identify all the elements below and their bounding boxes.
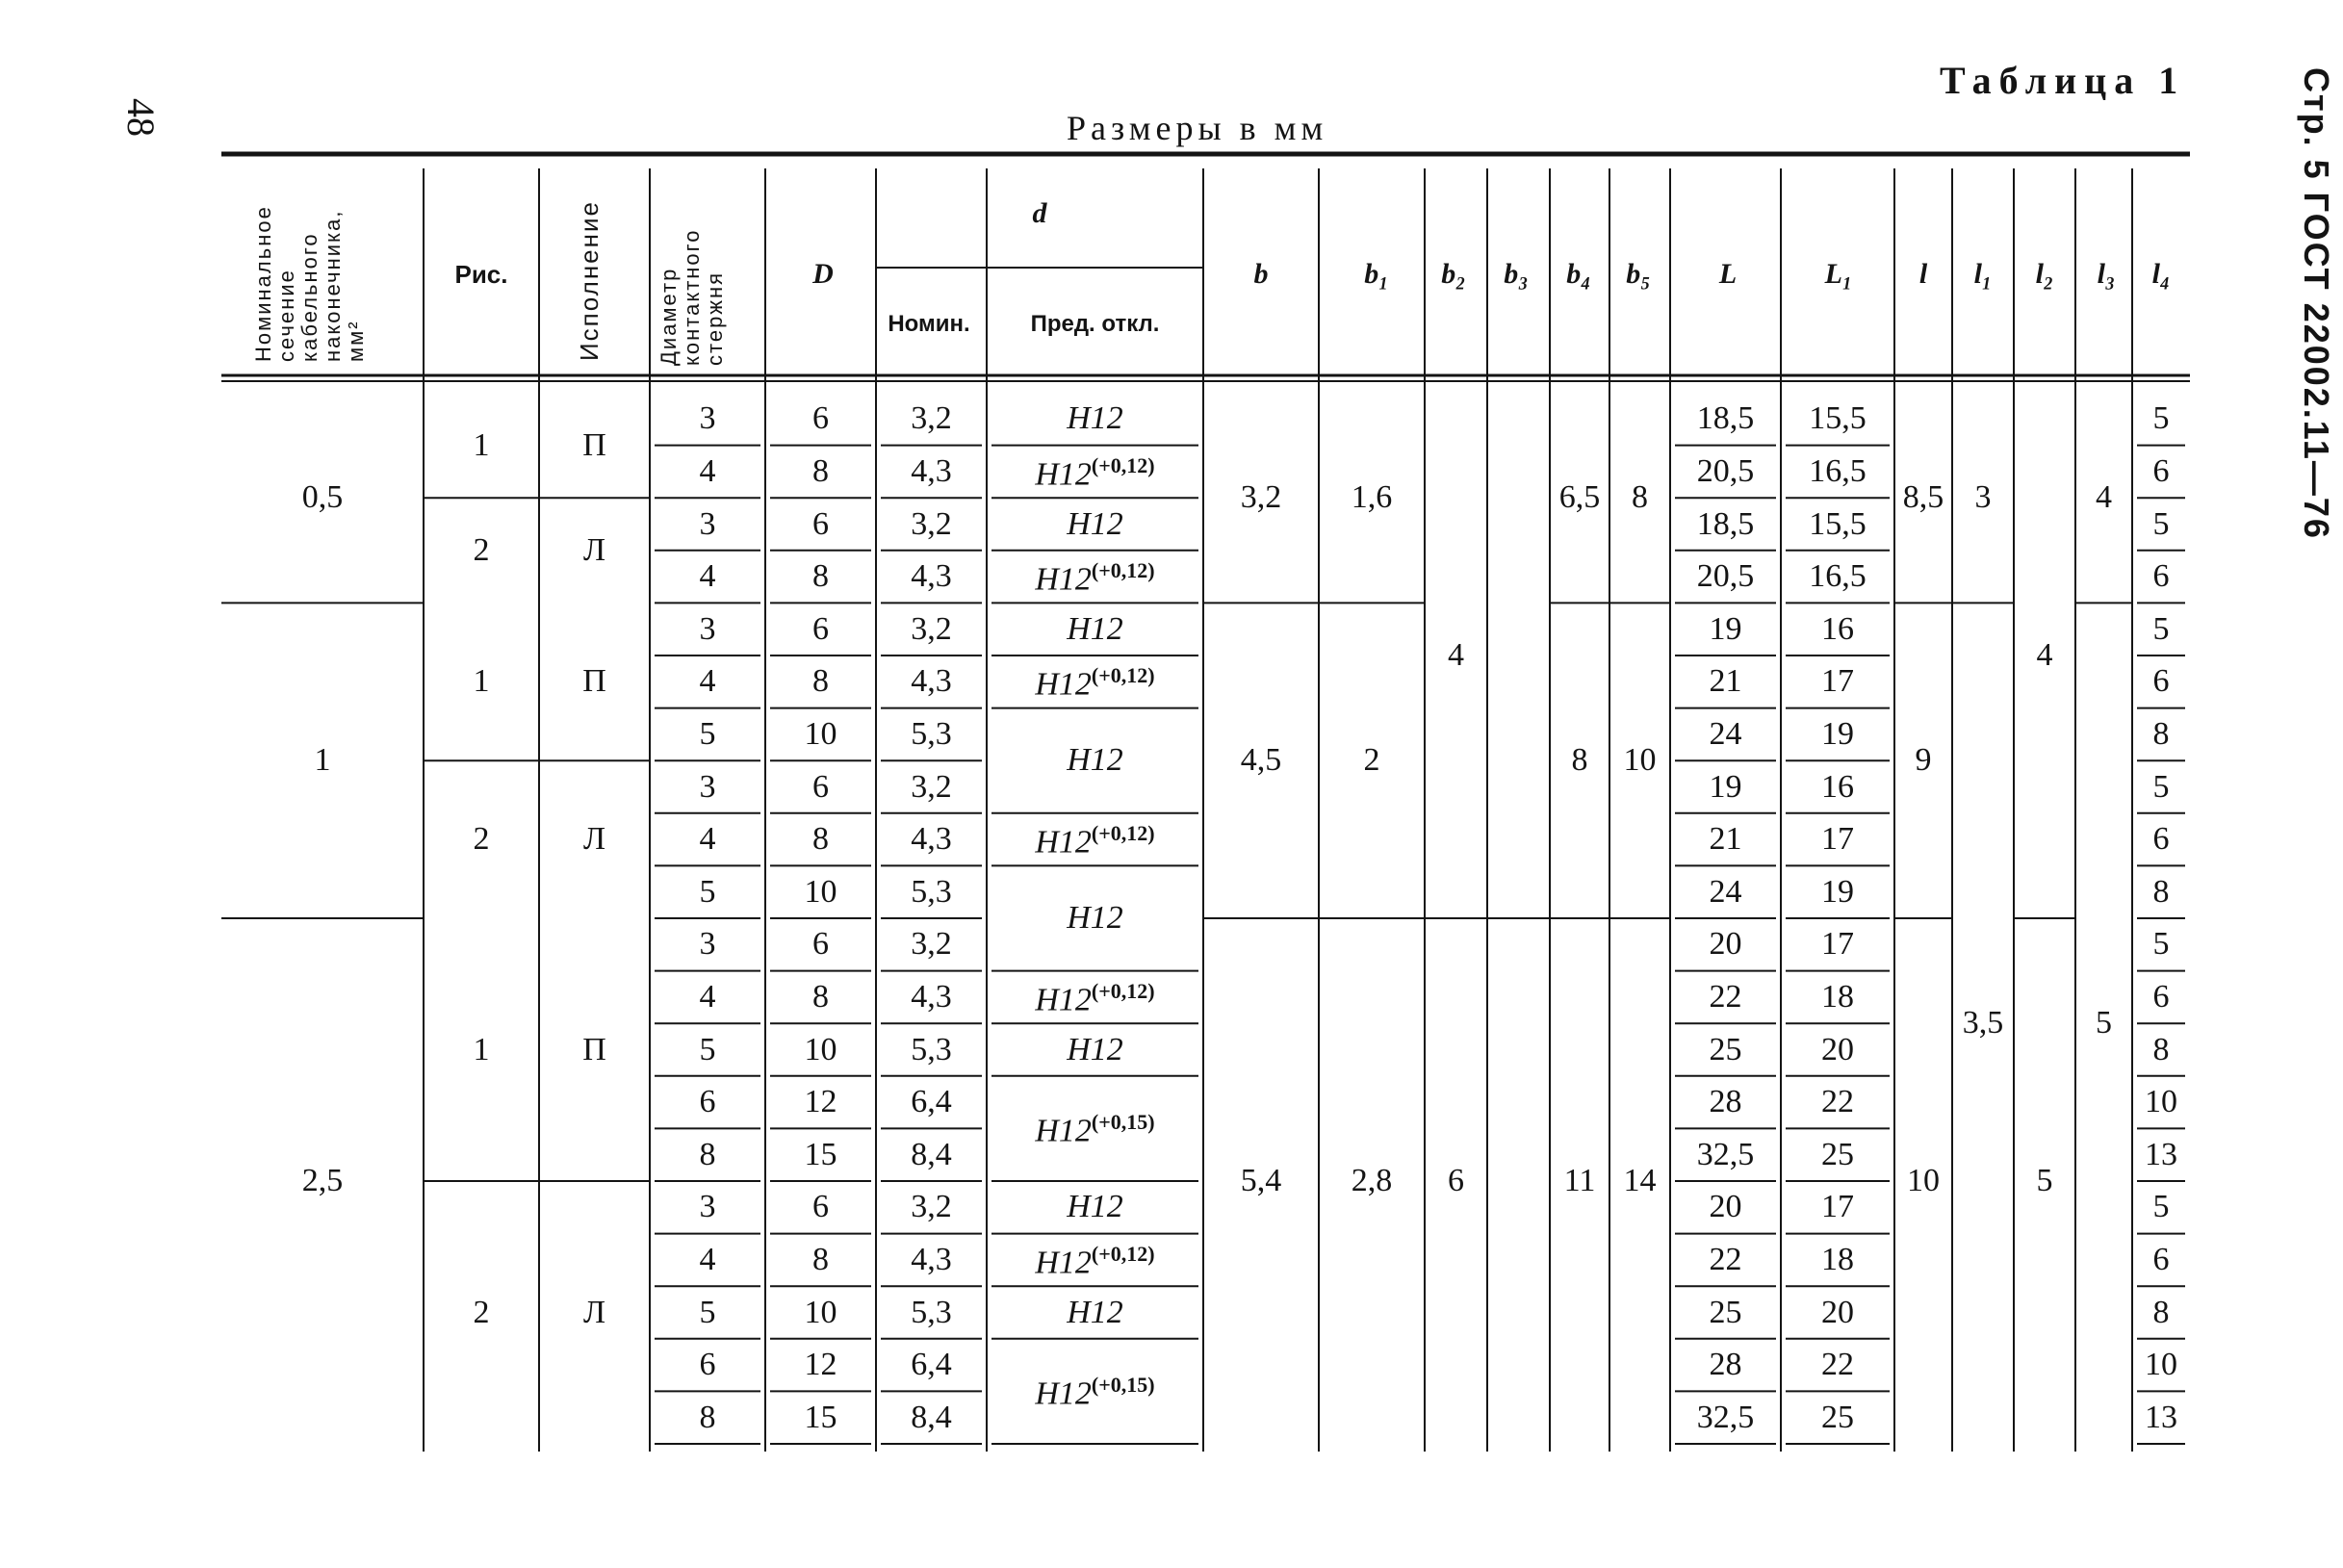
b1-merged-cell: 2,8 — [1351, 1163, 1393, 1198]
tolerance-cell: H12 — [1067, 400, 1123, 437]
variant-merged-cell: П — [582, 1031, 606, 1067]
D-cell: 15 — [804, 1399, 837, 1435]
d-nominal-cell: 5,3 — [911, 1031, 952, 1067]
l4-cell: 8 — [2152, 873, 2170, 910]
L1-cell: 19 — [1821, 873, 1854, 910]
L-cell: 21 — [1709, 663, 1742, 700]
header-b: b — [1253, 258, 1269, 290]
D-cell: 6 — [812, 505, 829, 542]
header-b1: b₁ — [1364, 258, 1389, 290]
rod-diameter-cell: 5 — [699, 1294, 716, 1330]
D-cell: 6 — [812, 400, 829, 437]
l1-merged-cell: 3,5 — [1962, 1005, 2004, 1041]
rod-diameter-cell: 3 — [699, 505, 716, 542]
tolerance-cell: H12 — [1067, 610, 1123, 647]
d-nominal-cell: 5,3 — [911, 715, 952, 752]
tolerance-cell: $H12^{(+0,12)}$ — [1035, 663, 1155, 703]
rod-diameter-cell: 3 — [699, 1189, 716, 1225]
l4-cell: 6 — [2152, 1241, 2170, 1277]
L-cell: 20,5 — [1696, 452, 1755, 489]
header-b5: b₅ — [1626, 258, 1651, 290]
section-merged-cell: 0,5 — [301, 479, 344, 516]
l4-cell: 5 — [2152, 610, 2170, 647]
l4-cell: 6 — [2152, 452, 2170, 489]
tolerance-cell: H12 — [1067, 1189, 1123, 1225]
b5-merged-cell: 8 — [1632, 479, 1648, 516]
tolerance-cell: $H12^{(+0,12)}$ — [1035, 821, 1155, 861]
L1-cell: 16 — [1821, 610, 1854, 647]
d-nominal-cell: 4,3 — [911, 821, 952, 858]
l-merged-cell: 10 — [1907, 1163, 1940, 1198]
L1-cell: 16,5 — [1809, 452, 1867, 489]
rod-diameter-cell: 8 — [699, 1136, 716, 1172]
rod-diameter-cell: 4 — [699, 452, 716, 489]
L-cell: 24 — [1709, 873, 1742, 910]
variant-merged-cell: Л — [582, 531, 606, 568]
b-merged-cell: 5,4 — [1240, 1163, 1282, 1198]
L1-cell: 17 — [1821, 821, 1854, 858]
rod-diameter-cell: 3 — [699, 400, 716, 437]
b4-merged-cell: 8 — [1571, 742, 1588, 779]
D-cell: 6 — [812, 1189, 829, 1225]
d-nominal-cell: 6,4 — [911, 1084, 952, 1120]
rod-diameter-cell: 8 — [699, 1399, 716, 1435]
section-merged-cell: 2,5 — [301, 1163, 344, 1198]
b2-merged-cell: 6 — [1448, 1163, 1464, 1198]
l4-cell: 10 — [2145, 1084, 2177, 1120]
D-cell: 10 — [804, 715, 837, 752]
fig-merged-cell: 2 — [473, 1294, 490, 1330]
d-nominal-cell: 8,4 — [911, 1399, 952, 1435]
L-cell: 18,5 — [1696, 505, 1755, 542]
l4-cell: 6 — [2152, 978, 2170, 1015]
L1-cell: 15,5 — [1809, 400, 1867, 437]
side-running-header: Стр. 5 ГОСТ 22002.11—76 — [2297, 67, 2336, 540]
fig-merged-cell: 2 — [473, 821, 490, 858]
D-cell: 10 — [804, 1031, 837, 1067]
header-rod-diameter: Диаметр контактного стержня — [657, 228, 727, 366]
l4-cell: 8 — [2152, 1294, 2170, 1330]
l4-cell: 8 — [2152, 715, 2170, 752]
rod-diameter-cell: 3 — [699, 768, 716, 805]
D-cell: 8 — [812, 978, 829, 1015]
d-nominal-cell: 8,4 — [911, 1136, 952, 1172]
header-l: l — [1918, 258, 1928, 290]
rod-diameter-cell: 3 — [699, 926, 716, 963]
rod-diameter-cell: 4 — [699, 821, 716, 858]
l4-cell: 6 — [2152, 821, 2170, 858]
header-b2: b₂ — [1441, 258, 1466, 290]
header-l4: l₄ — [2151, 258, 2171, 290]
b-merged-cell: 3,2 — [1240, 479, 1282, 516]
d-nominal-cell: 4,3 — [911, 558, 952, 595]
D-cell: 6 — [812, 610, 829, 647]
d-nominal-cell: 3,2 — [911, 768, 952, 805]
d-nominal-cell: 5,3 — [911, 1294, 952, 1330]
D-cell: 8 — [812, 452, 829, 489]
fig-merged-cell: 2 — [473, 531, 490, 568]
b-merged-cell: 4,5 — [1240, 742, 1282, 779]
tolerance-cell: $H12^{(+0,12)}$ — [1035, 452, 1155, 493]
rod-diameter-cell: 4 — [699, 558, 716, 595]
rod-diameter-cell: 6 — [699, 1347, 716, 1383]
L1-cell: 22 — [1821, 1347, 1854, 1383]
D-cell: 6 — [812, 926, 829, 963]
d-nominal-cell: 3,2 — [911, 400, 952, 437]
l4-cell: 13 — [2145, 1136, 2177, 1172]
D-cell: 8 — [812, 1241, 829, 1277]
rod-diameter-cell: 4 — [699, 663, 716, 700]
L-cell: 32,5 — [1696, 1399, 1755, 1435]
L1-cell: 18 — [1821, 978, 1854, 1015]
header-b3: b₃ — [1504, 258, 1529, 290]
L-cell: 19 — [1709, 768, 1742, 805]
L-cell: 28 — [1709, 1084, 1742, 1120]
l4-cell: 5 — [2152, 768, 2170, 805]
L1-cell: 22 — [1821, 1084, 1854, 1120]
l4-cell: 6 — [2152, 558, 2170, 595]
d-nominal-cell: 4,3 — [911, 978, 952, 1015]
l3-merged-cell: 5 — [2096, 1005, 2112, 1041]
l2-merged-cell: 4 — [2036, 637, 2053, 673]
L-cell: 21 — [1709, 821, 1742, 858]
l4-cell: 5 — [2152, 1189, 2170, 1225]
header-b4: b₄ — [1566, 258, 1591, 290]
page-number: 48 — [119, 98, 163, 137]
rod-diameter-cell: 5 — [699, 715, 716, 752]
L-cell: 25 — [1709, 1294, 1742, 1330]
tolerance-cell: $H12^{(+0,15)}$ — [1035, 1110, 1155, 1149]
b5-merged-cell: 10 — [1623, 742, 1657, 779]
variant-merged-cell: П — [582, 663, 606, 700]
header-section: Номинальное сечение кабельного наконечника, мм² — [251, 205, 368, 362]
fig-merged-cell: 1 — [473, 426, 490, 463]
tolerance-cell: H12 — [1067, 742, 1123, 779]
d-nominal-cell: 4,3 — [911, 452, 952, 489]
d-nominal-cell: 4,3 — [911, 663, 952, 700]
rod-diameter-cell: 5 — [699, 1031, 716, 1067]
rod-diameter-cell: 4 — [699, 1241, 716, 1277]
header-L: L — [1718, 258, 1738, 290]
l2-merged-cell: 5 — [2036, 1163, 2053, 1198]
rod-diameter-cell: 3 — [699, 610, 716, 647]
l1-merged-cell: 3 — [1974, 479, 1992, 516]
header-l2: l₂ — [2035, 258, 2054, 290]
L-cell: 24 — [1709, 715, 1742, 752]
tolerance-cell: H12 — [1067, 505, 1123, 542]
L-cell: 20,5 — [1696, 558, 1755, 595]
L-cell: 25 — [1709, 1031, 1742, 1067]
d-nominal-cell: 3,2 — [911, 1189, 952, 1225]
l4-cell: 5 — [2152, 926, 2170, 963]
tolerance-cell: $H12^{(+0,12)}$ — [1035, 1241, 1155, 1281]
D-cell: 12 — [804, 1347, 837, 1383]
D-cell: 8 — [812, 558, 829, 595]
rod-diameter-cell: 6 — [699, 1084, 716, 1120]
b4-merged-cell: 6,5 — [1558, 479, 1601, 516]
tolerance-cell: H12 — [1067, 1031, 1123, 1067]
header-L1: L₁ — [1824, 258, 1853, 290]
D-cell: 8 — [812, 663, 829, 700]
l4-cell: 10 — [2145, 1347, 2177, 1383]
l3-merged-cell: 4 — [2096, 479, 2112, 516]
l4-cell: 13 — [2145, 1399, 2177, 1435]
header-fig: Рис. — [454, 260, 508, 289]
d-nominal-cell: 3,2 — [911, 926, 952, 963]
L1-cell: 20 — [1821, 1031, 1854, 1067]
d-nominal-cell: 3,2 — [911, 505, 952, 542]
rod-diameter-cell: 5 — [699, 873, 716, 910]
header-l1: l₁ — [1973, 258, 1993, 290]
variant-merged-cell: Л — [582, 821, 606, 858]
L1-cell: 15,5 — [1809, 505, 1867, 542]
header-l3: l₃ — [2097, 258, 2116, 290]
L-cell: 20 — [1709, 1189, 1742, 1225]
L1-cell: 19 — [1821, 715, 1854, 752]
D-cell: 6 — [812, 768, 829, 805]
D-cell: 15 — [804, 1136, 837, 1172]
b2-merged-cell: 4 — [1448, 637, 1464, 673]
L-cell: 18,5 — [1696, 400, 1755, 437]
tolerance-cell: H12 — [1067, 1294, 1123, 1330]
b4-merged-cell: 11 — [1563, 1163, 1596, 1198]
D-cell: 8 — [812, 821, 829, 858]
l-merged-cell: 8,5 — [1902, 479, 1944, 516]
header-variant: Исполнение — [575, 200, 604, 361]
L-cell: 19 — [1709, 610, 1742, 647]
D-cell: 10 — [804, 1294, 837, 1330]
l-merged-cell: 9 — [1915, 742, 1932, 779]
L1-cell: 17 — [1821, 1189, 1854, 1225]
header-d-nom: Номин. — [888, 311, 970, 337]
d-nominal-cell: 5,3 — [911, 873, 952, 910]
header-d-tol: Пред. откл. — [1030, 311, 1160, 337]
l4-cell: 5 — [2152, 400, 2170, 437]
table-title: Таблица 1 — [1940, 59, 2186, 102]
tolerance-cell: $H12^{(+0,15)}$ — [1035, 1373, 1155, 1412]
variant-merged-cell: Л — [582, 1294, 606, 1330]
L1-cell: 16 — [1821, 768, 1854, 805]
L1-cell: 17 — [1821, 663, 1854, 700]
tolerance-cell: $H12^{(+0,12)}$ — [1035, 978, 1155, 1018]
d-nominal-cell: 6,4 — [911, 1347, 952, 1383]
L1-cell: 20 — [1821, 1294, 1854, 1330]
rod-diameter-cell: 4 — [699, 978, 716, 1015]
L-cell: 22 — [1709, 1241, 1742, 1277]
L1-cell: 18 — [1821, 1241, 1854, 1277]
d-nominal-cell: 3,2 — [911, 610, 952, 647]
tolerance-cell: H12 — [1067, 900, 1123, 936]
tolerance-cell: $H12^{(+0,12)}$ — [1035, 558, 1155, 598]
L-cell: 28 — [1709, 1347, 1742, 1383]
b1-merged-cell: 1,6 — [1351, 479, 1393, 516]
fig-merged-cell: 1 — [473, 1031, 490, 1067]
D-cell: 10 — [804, 873, 837, 910]
section-merged-cell: 1 — [314, 742, 331, 779]
header-d: d — [1032, 197, 1047, 229]
b1-merged-cell: 2 — [1363, 742, 1380, 779]
d-nominal-cell: 4,3 — [911, 1241, 952, 1277]
fig-merged-cell: 1 — [473, 663, 490, 700]
L-cell: 20 — [1709, 926, 1742, 963]
L1-cell: 25 — [1821, 1399, 1854, 1435]
L-cell: 22 — [1709, 978, 1742, 1015]
l4-cell: 5 — [2152, 505, 2170, 542]
b5-merged-cell: 14 — [1623, 1163, 1657, 1198]
l4-cell: 8 — [2152, 1031, 2170, 1067]
variant-merged-cell: П — [582, 426, 606, 463]
units-caption: Размеры в мм — [1067, 109, 1328, 147]
L-cell: 32,5 — [1696, 1136, 1755, 1172]
L1-cell: 16,5 — [1809, 558, 1867, 595]
header-D: D — [812, 258, 834, 290]
L1-cell: 25 — [1821, 1136, 1854, 1172]
l4-cell: 6 — [2152, 663, 2170, 700]
L1-cell: 17 — [1821, 926, 1854, 963]
D-cell: 12 — [804, 1084, 837, 1120]
